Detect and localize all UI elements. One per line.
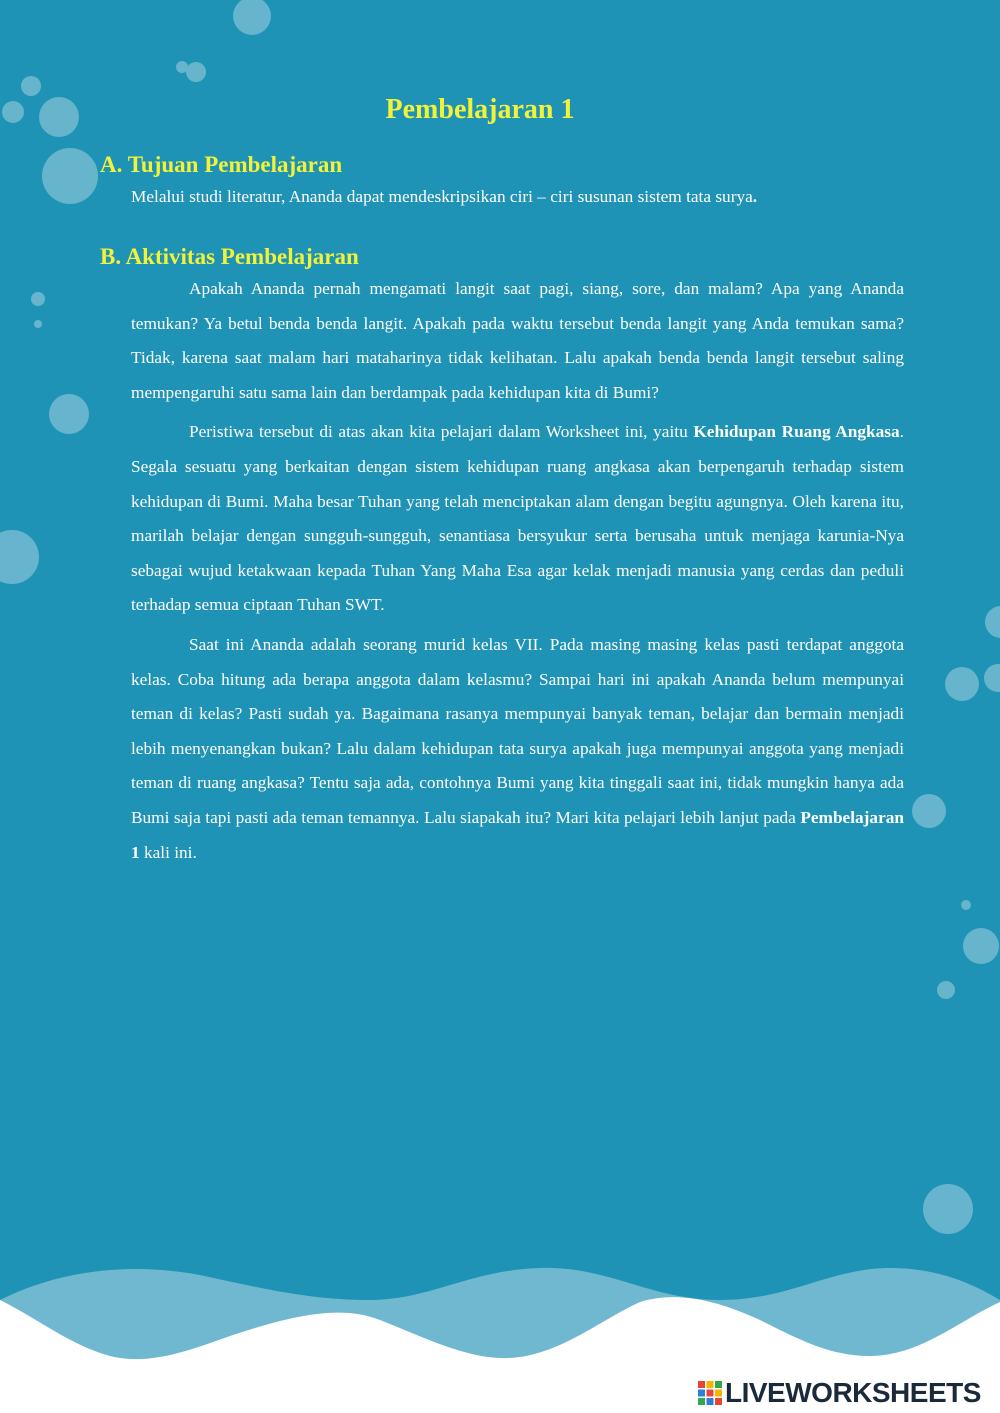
liveworksheets-logo[interactable] bbox=[697, 1376, 981, 1410]
paragraph-2-bold-term: Kehidupan Ruang Angkasa bbox=[693, 422, 900, 442]
section-a-heading: A. Tujuan Pembelajaran bbox=[100, 152, 343, 177]
paragraph-2 bbox=[131, 415, 904, 623]
paragraph-1: Apakah Ananda pernah mengamati langit saat pagi, siang, sore, dan malam? Apa yang Ananda temukan? Ya betul benda benda langit. Apakah pada waktu tersebut benda langit yang Anda temukan sama? Tidak, karena saat malam hari mataharinya tidak kelihatan. Lalu apakah benda benda langit tersebut saling mempengaruhi satu sama lain dan berdampak pada kehidupan kita di Bumi? bbox=[131, 279, 904, 402]
paragraph-2-text-end: . Segala sesuatu yang berkaitan dengan sistem kehidupan ruang angkasa akan berpengaruh terhadap sistem kehidupan di Bumi. Maha besar Tuhan yang telah menciptakan alam dengan begitu agungnya. Oleh karena itu, marilah belajar dengan sungguh-sungguh, senantiasa bersyukur serta berusaha untuk menjaga karunia-Nya sebagai wujud ketakwaan kepada Tuhan Yang Maha Esa agar kelak menjadi manusia yang cerdas dan peduli terhadap semua ciptaan Tuhan SWT. bbox=[131, 422, 904, 615]
paragraph-3 bbox=[131, 628, 904, 870]
section-b-heading: B. Aktivitas Pembelajaran bbox=[100, 244, 359, 269]
paragraph-2-text-start: Peristiwa tersebut di atas akan kita pelajari dalam Worksheet ini, yaitu bbox=[189, 422, 694, 442]
paragraph-3-text-start: Saat ini Ananda adalah seorang murid kelas VII. Pada masing masing kelas pasti terdapat anggota kelas. Coba hitung ada berapa anggota dalam kelasmu? Sampai hari ini apakah Ananda belum mempunyai teman di kelas? Pasti sudah ya. Bagaimana rasanya mempunyai banyak teman, belajar dan bermain menjadi lebih menyenangkan bukan? Lalu dalam kehidupan tata surya apakah juga mempunyai anggota yang menjadi teman di ruang angkasa? Tentu saja ada, contohnya Bumi yang kita tinggali saat ini, tidak mungkin hanya ada Bumi saja tapi pasti ada teman temannya. Lalu siapakah itu? Mari kita pelajari lebih lanjut pada bbox=[131, 634, 904, 827]
page-title: Pembelajaran 1 bbox=[385, 94, 575, 125]
liveworksheets-logo-icon bbox=[697, 1380, 723, 1406]
paragraph-3-text-end: kali ini. bbox=[139, 842, 197, 862]
liveworksheets-logo-text: LIVEWORKSHEETS bbox=[725, 1377, 981, 1408]
section-b-body bbox=[131, 272, 904, 875]
section-a-end-mark: . bbox=[752, 187, 758, 206]
section-a-text bbox=[131, 182, 904, 212]
section-a-sentence: Melalui studi literatur, Ananda dapat mendeskripsikan ciri – ciri susunan sistem tata surya bbox=[131, 187, 753, 206]
paragraph-3-bold-term: Pembelajaran 1 bbox=[131, 807, 904, 862]
